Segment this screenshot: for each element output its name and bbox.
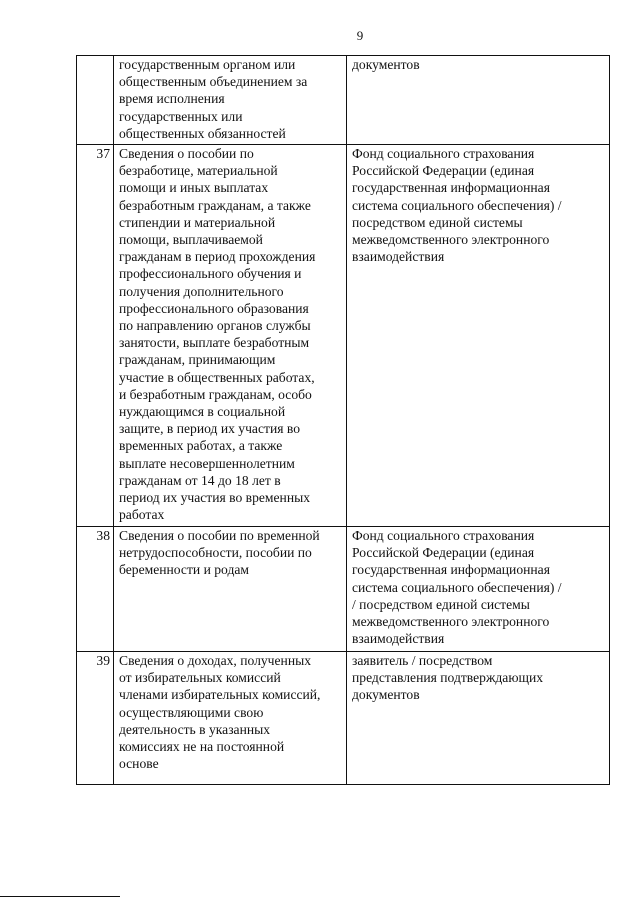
description-line: нуждающимся в социальной xyxy=(119,404,286,420)
description-cell xyxy=(114,652,347,785)
description-line: гражданам в период прохождения xyxy=(119,249,316,265)
description-line: безработице, материальной xyxy=(119,163,278,179)
source-line: взаимодействия xyxy=(352,631,445,647)
table-row xyxy=(77,527,610,652)
table-row xyxy=(77,145,610,527)
description-line: выплате несовершеннолетним xyxy=(119,455,295,471)
row-number xyxy=(77,56,114,145)
row-number: 37 xyxy=(77,145,114,527)
source-line: система социального обеспечения) / xyxy=(352,197,562,213)
table-row xyxy=(77,652,610,785)
footnote-rule xyxy=(0,896,120,897)
source-line: документов xyxy=(352,687,420,703)
description-line: Сведения о доходах, полученных xyxy=(119,653,312,668)
description-line: комиссиях не на постоянной xyxy=(119,739,285,755)
description-line: защите, в период их участия во xyxy=(119,421,300,437)
description-line: государственных или xyxy=(119,108,243,124)
description-line: стипендии и материальной xyxy=(119,214,276,230)
row-number: 38 xyxy=(77,527,114,652)
description-line: помощи и иных выплатах xyxy=(119,180,269,196)
table-row xyxy=(77,56,610,145)
description-line: Сведения о пособии по временной xyxy=(119,528,320,543)
description-line: работах xyxy=(119,507,165,523)
source-line: / посредством единой системы xyxy=(352,596,530,612)
source-cell xyxy=(347,652,610,785)
description-line: получения дополнительного xyxy=(119,283,284,299)
description-line: осуществляющими свою xyxy=(119,704,264,720)
source-line: представления подтверждающих xyxy=(352,670,544,686)
source-line: взаимодействия xyxy=(352,249,445,265)
source-line: Российской Федерации (единая xyxy=(352,163,535,179)
description-line: нетрудоспособности, пособии по xyxy=(119,545,312,561)
description-line: безработным гражданам, а также xyxy=(119,197,311,213)
description-line: общественным объединением за xyxy=(119,74,308,90)
description-line: помощи, выплачиваемой xyxy=(119,232,263,248)
description-line: гражданам от 14 до 18 лет в xyxy=(119,472,281,488)
description-line: и безработным гражданам, особо xyxy=(119,386,312,402)
source-cell xyxy=(347,56,610,145)
description-line: от избирательных комиссий xyxy=(119,670,281,686)
description-cell xyxy=(114,527,347,652)
source-cell xyxy=(347,145,610,527)
description-line: беременности и родам xyxy=(119,562,249,578)
documents-table xyxy=(76,55,610,785)
source-line: заявитель / посредством xyxy=(352,653,493,668)
description-cell xyxy=(114,56,347,145)
source-line: Фонд социального страхования xyxy=(352,146,535,161)
description-line: профессионального образования xyxy=(119,300,309,316)
source-line: Фонд социального страхования xyxy=(352,528,535,543)
source-line: межведомственного электронного xyxy=(352,232,550,248)
page-number: 9 xyxy=(356,28,364,43)
description-line: гражданам, принимающим xyxy=(119,352,276,368)
description-line: по направлению органов службы xyxy=(119,318,311,334)
description-line: общественных обязанностей xyxy=(119,125,286,141)
source-line: государственная информационная xyxy=(352,562,550,578)
row-number: 39 xyxy=(77,652,114,785)
description-line: деятельность в указанных xyxy=(119,721,271,737)
source-line: посредством единой системы xyxy=(352,214,523,230)
description-line: время исполнения xyxy=(119,91,225,107)
description-cell xyxy=(114,145,347,527)
source-cell xyxy=(347,527,610,652)
description-line: занятости, выплате безработным xyxy=(119,335,310,351)
source-line: система социального обеспечения) / xyxy=(352,579,562,595)
description-line: участие в общественных работах, xyxy=(119,369,315,385)
source-line: межведомственного электронного xyxy=(352,614,550,630)
source-line: Российской Федерации (единая xyxy=(352,545,535,561)
description-line: членами избирательных комиссий, xyxy=(119,687,321,703)
description-line: временных работах, а также xyxy=(119,438,283,454)
description-line: государственным органом или xyxy=(119,57,296,72)
description-line: профессионального обучения и xyxy=(119,266,302,282)
description-line: период их участия во временных xyxy=(119,490,311,506)
source-line: документов xyxy=(352,57,420,72)
description-line: основе xyxy=(119,756,159,772)
description-line: Сведения о пособии по xyxy=(119,146,254,161)
source-line: государственная информационная xyxy=(352,180,550,196)
